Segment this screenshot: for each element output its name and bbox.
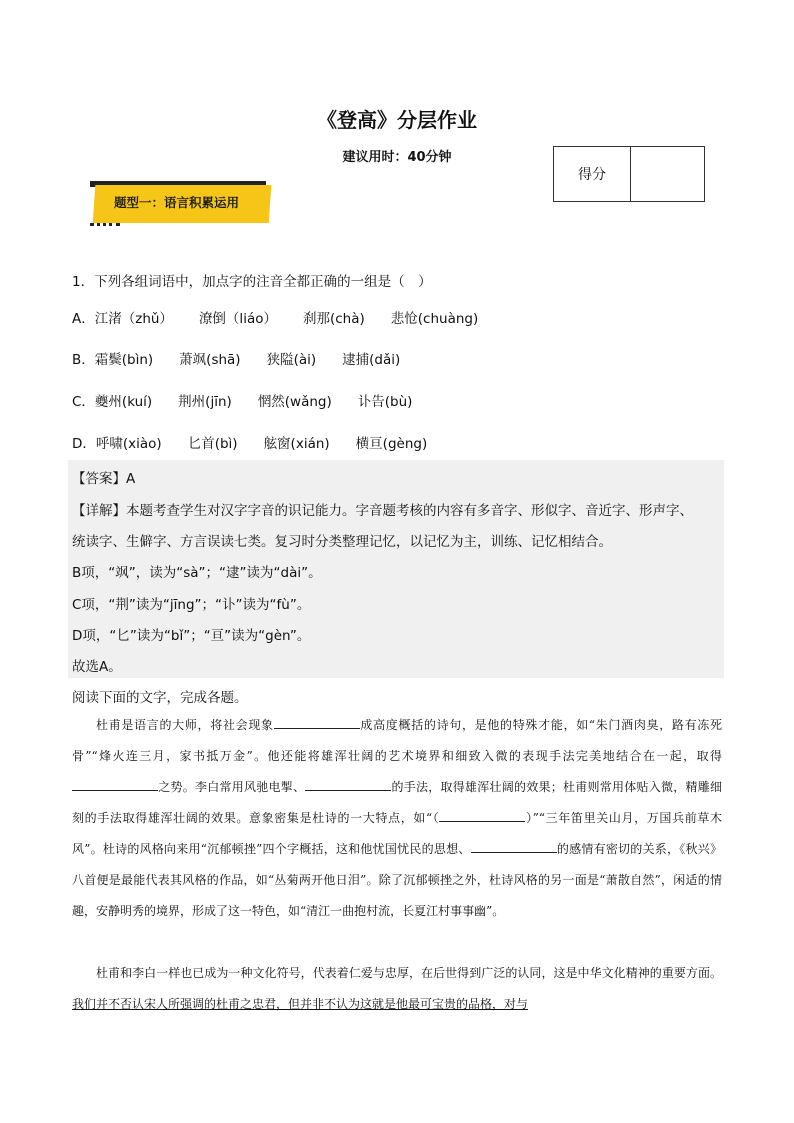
underlined-sentence: 我们并不否认宋人所强调的杜甫之忠君，但并非不认为这就是他最可宝贵的品格，对与	[72, 997, 529, 1011]
reading-text: ）”“三年笛里关山月，万国兵前草木风”。杜诗的风格向来用“沉郁顿挫”四个字概括，这和他忧国忧民的思想、	[72, 811, 722, 856]
answer-c: C项，“荆”读为“jīng”；“讣”读为“fù”。	[72, 597, 311, 613]
option-c	[72, 390, 438, 410]
answer-line: 【答案】A	[72, 471, 136, 487]
option-word: D．呼啸(xiào)	[72, 436, 162, 452]
score-label: 得分	[554, 147, 631, 201]
answer-detail-cont: 统读字、生僻字、方言误读七类。复习时分类整理记忆，以记忆为主，训练、记忆相结合。	[72, 534, 612, 550]
reading-text: 的感情有密切的关系，《秋兴》八首便是最能代表其风格的作品，如“丛菊两开他日泪”。除了沉郁顿挫之外，杜诗风格的另一面是“萧散自然”，闲适的情趣，安静明秀的境界，形成了这一特色，如“清江一曲抱村流，长夏江村事事幽”。	[72, 842, 722, 918]
option-word: 刹那(chà)	[302, 311, 365, 327]
reading-text: 的手法，取得雄浑壮阔的效果；杜甫则常用体贴入微，精雕细刻的手法取得雄浑壮阔的效果。意象密集是杜诗的一大特点，如“（	[72, 780, 722, 825]
question-stem: 1．下列各组词语中，加点字的注音全都正确的一组是（ ）	[72, 274, 432, 290]
reading-intro: 阅读下面的文字，完成各题。	[72, 690, 248, 706]
option-word: 舷窗(xián)	[263, 436, 330, 452]
reading-text: 之势。李白常用风驰电掣、	[158, 780, 306, 794]
fill-blank-2[interactable]	[72, 778, 158, 791]
option-word: 逮捕(dǎi)	[342, 352, 401, 368]
option-word: B．霜鬓(bìn)	[72, 352, 154, 368]
section-banner	[90, 181, 270, 225]
option-b	[72, 348, 426, 368]
reading-paragraph-1	[72, 710, 722, 927]
section-label: 题型一：语言积累运用	[114, 195, 240, 210]
score-value-cell	[631, 147, 704, 201]
option-word: C．夔州(kuí)	[72, 394, 153, 410]
fill-blank-4[interactable]	[439, 809, 525, 822]
page-title: 《登高》分层作业	[317, 108, 477, 132]
option-word: A．江渚（zhǔ）	[72, 311, 173, 327]
option-a	[72, 307, 504, 327]
option-word: 萧飒(shā)	[179, 352, 241, 368]
option-word: 讣告(bù)	[357, 394, 413, 410]
option-word: 狭隘(ài)	[266, 352, 317, 368]
reading-text: 成高度概括的诗句，是他的特殊才能，如“朱门酒肉臭，路有冻死骨”“烽火连三月，家书抵万金”。他还能将雄浑壮阔的艺术境界和细致入微的表现手法完美地结合在一起，取得	[72, 718, 722, 763]
reading-text: 杜甫和李白一样也已成为一种文化符号，代表着仁爱与忠厚，在后世得到广泛的认同，这是中华文化精神的重要方面。	[96, 966, 722, 980]
option-word: 潦倒（liáo）	[198, 311, 277, 327]
option-word: 惘然(wǎng)	[257, 394, 332, 410]
answer-b: B项，“飒”，读为“sà”；“逮”读为“dài”。	[72, 565, 322, 581]
fill-blank-5[interactable]	[471, 840, 557, 853]
suggested-time: 建议用时：40分钟	[342, 150, 452, 165]
option-word: 荆州(jīn)	[178, 394, 232, 410]
option-d	[72, 432, 453, 452]
fill-blank-1[interactable]	[274, 716, 360, 729]
option-word: 匕首(bì)	[187, 436, 238, 452]
reading-paragraph-2	[72, 958, 722, 1020]
answer-detail: 【详解】本题考查学生对汉字字音的识记能力。字音题考核的内容有多音字、形似字、音近字、形声字、	[72, 503, 693, 519]
fill-blank-3[interactable]	[305, 778, 391, 791]
banner-dash	[90, 223, 120, 229]
score-box	[553, 146, 705, 202]
reading-text: 杜甫是语言的大师，将社会现象	[96, 718, 274, 732]
option-word: 悲怆(chuàng)	[390, 311, 479, 327]
answer-d: D项，“匕”读为“bǐ”；“亘”读为“gèn”。	[72, 628, 311, 644]
option-word: 横亘(gèng)	[355, 436, 428, 452]
answer-choice: 故选A。	[72, 659, 122, 675]
